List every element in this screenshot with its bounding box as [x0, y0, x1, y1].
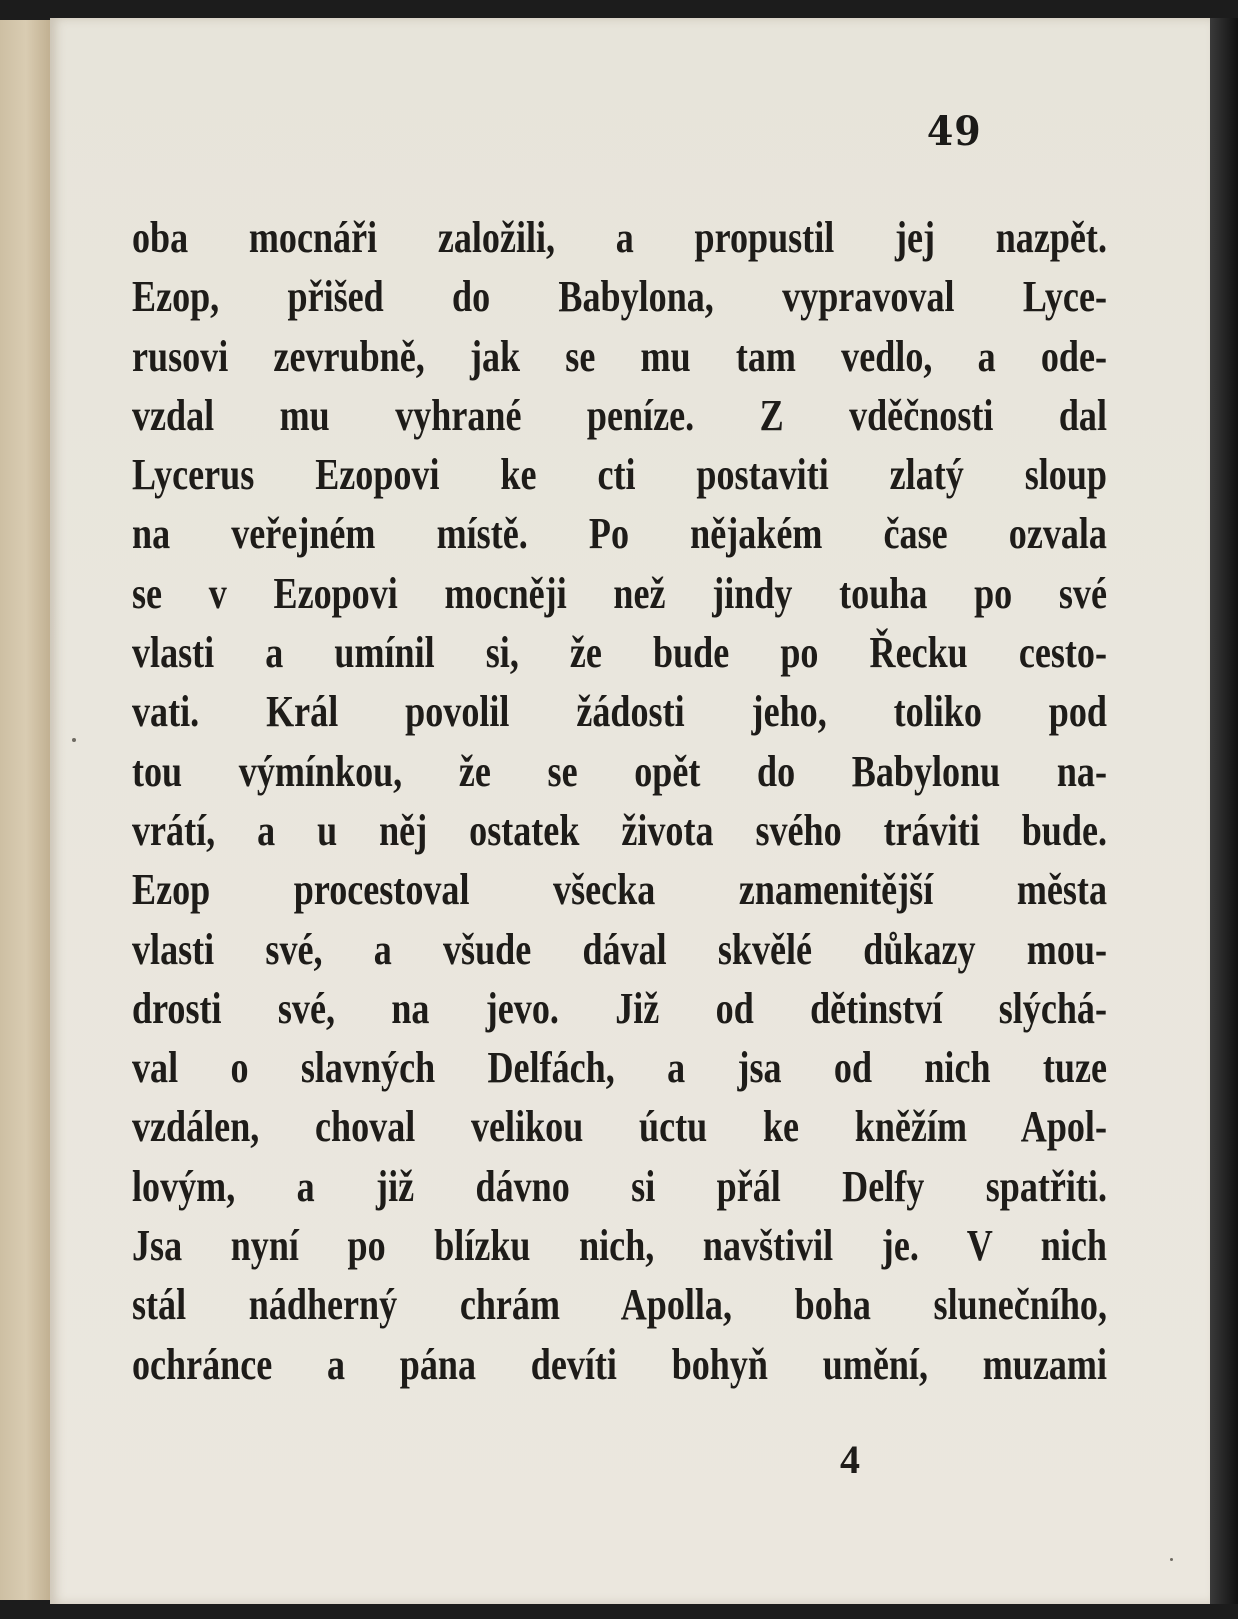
text-line: Lycerus Ezopovi ke cti postaviti zlatý sloup	[132, 450, 1107, 500]
text-line: vlasti a umínil si, že bude po Řecku cesto-	[132, 628, 1107, 678]
paper-speck	[1170, 1558, 1173, 1561]
text-line: ochránce a pána devíti bohyň umění, muzami	[132, 1339, 1107, 1389]
page-sheet	[50, 18, 1210, 1604]
text-line: lovým, a již dávno si přál Delfy spatřiti.	[132, 1161, 1107, 1211]
text-line: vlasti své, a všude dával skvělé důkazy mou-	[132, 924, 1107, 974]
text-line: vzdal mu vyhrané peníze. Z vděčnosti dal	[132, 390, 1107, 440]
text-line: Ezop, přišed do Babylona, vypravoval Lyce-	[132, 272, 1107, 322]
page-number: 49	[927, 108, 982, 155]
text-line: vati. Král povolil žádosti jeho, toliko pod	[132, 687, 1107, 737]
text-line: oba mocnáři založili, a propustil jej nazpět.	[132, 213, 1107, 262]
page-right-edge	[1210, 18, 1238, 1604]
signature-mark: 4	[840, 1437, 860, 1482]
text-line: Jsa nyní po blízku nich, navštivil je. V nich	[132, 1221, 1107, 1271]
body-text	[132, 208, 1107, 1394]
text-line: val o slavných Delfách, a jsa od nich tuze	[132, 1043, 1107, 1093]
previous-page-edge	[0, 20, 52, 1600]
text-line: drosti své, na jevo. Již od dětinství slýchá-	[132, 983, 1107, 1033]
paper-speck	[72, 738, 76, 742]
text-line: vrátí, a u něj ostatek života svého tráviti bude.	[132, 805, 1107, 855]
text-line: vzdálen, choval velikou úctu ke kněžím Apol-	[132, 1102, 1107, 1152]
text-line: stál nádherný chrám Apolla, boha slunečního,	[132, 1280, 1107, 1330]
text-line: tou výmínkou, že se opět do Babylonu na-	[132, 746, 1107, 796]
text-line: Ezop procestoval všecka znamenitější města	[132, 865, 1107, 915]
text-line: se v Ezopovi mocněji než jindy touha po své	[132, 568, 1107, 618]
text-line: rusovi zevrubně, jak se mu tam vedlo, a ode-	[132, 331, 1107, 381]
text-line: na veřejném místě. Po nějakém čase ozvala	[132, 509, 1107, 559]
